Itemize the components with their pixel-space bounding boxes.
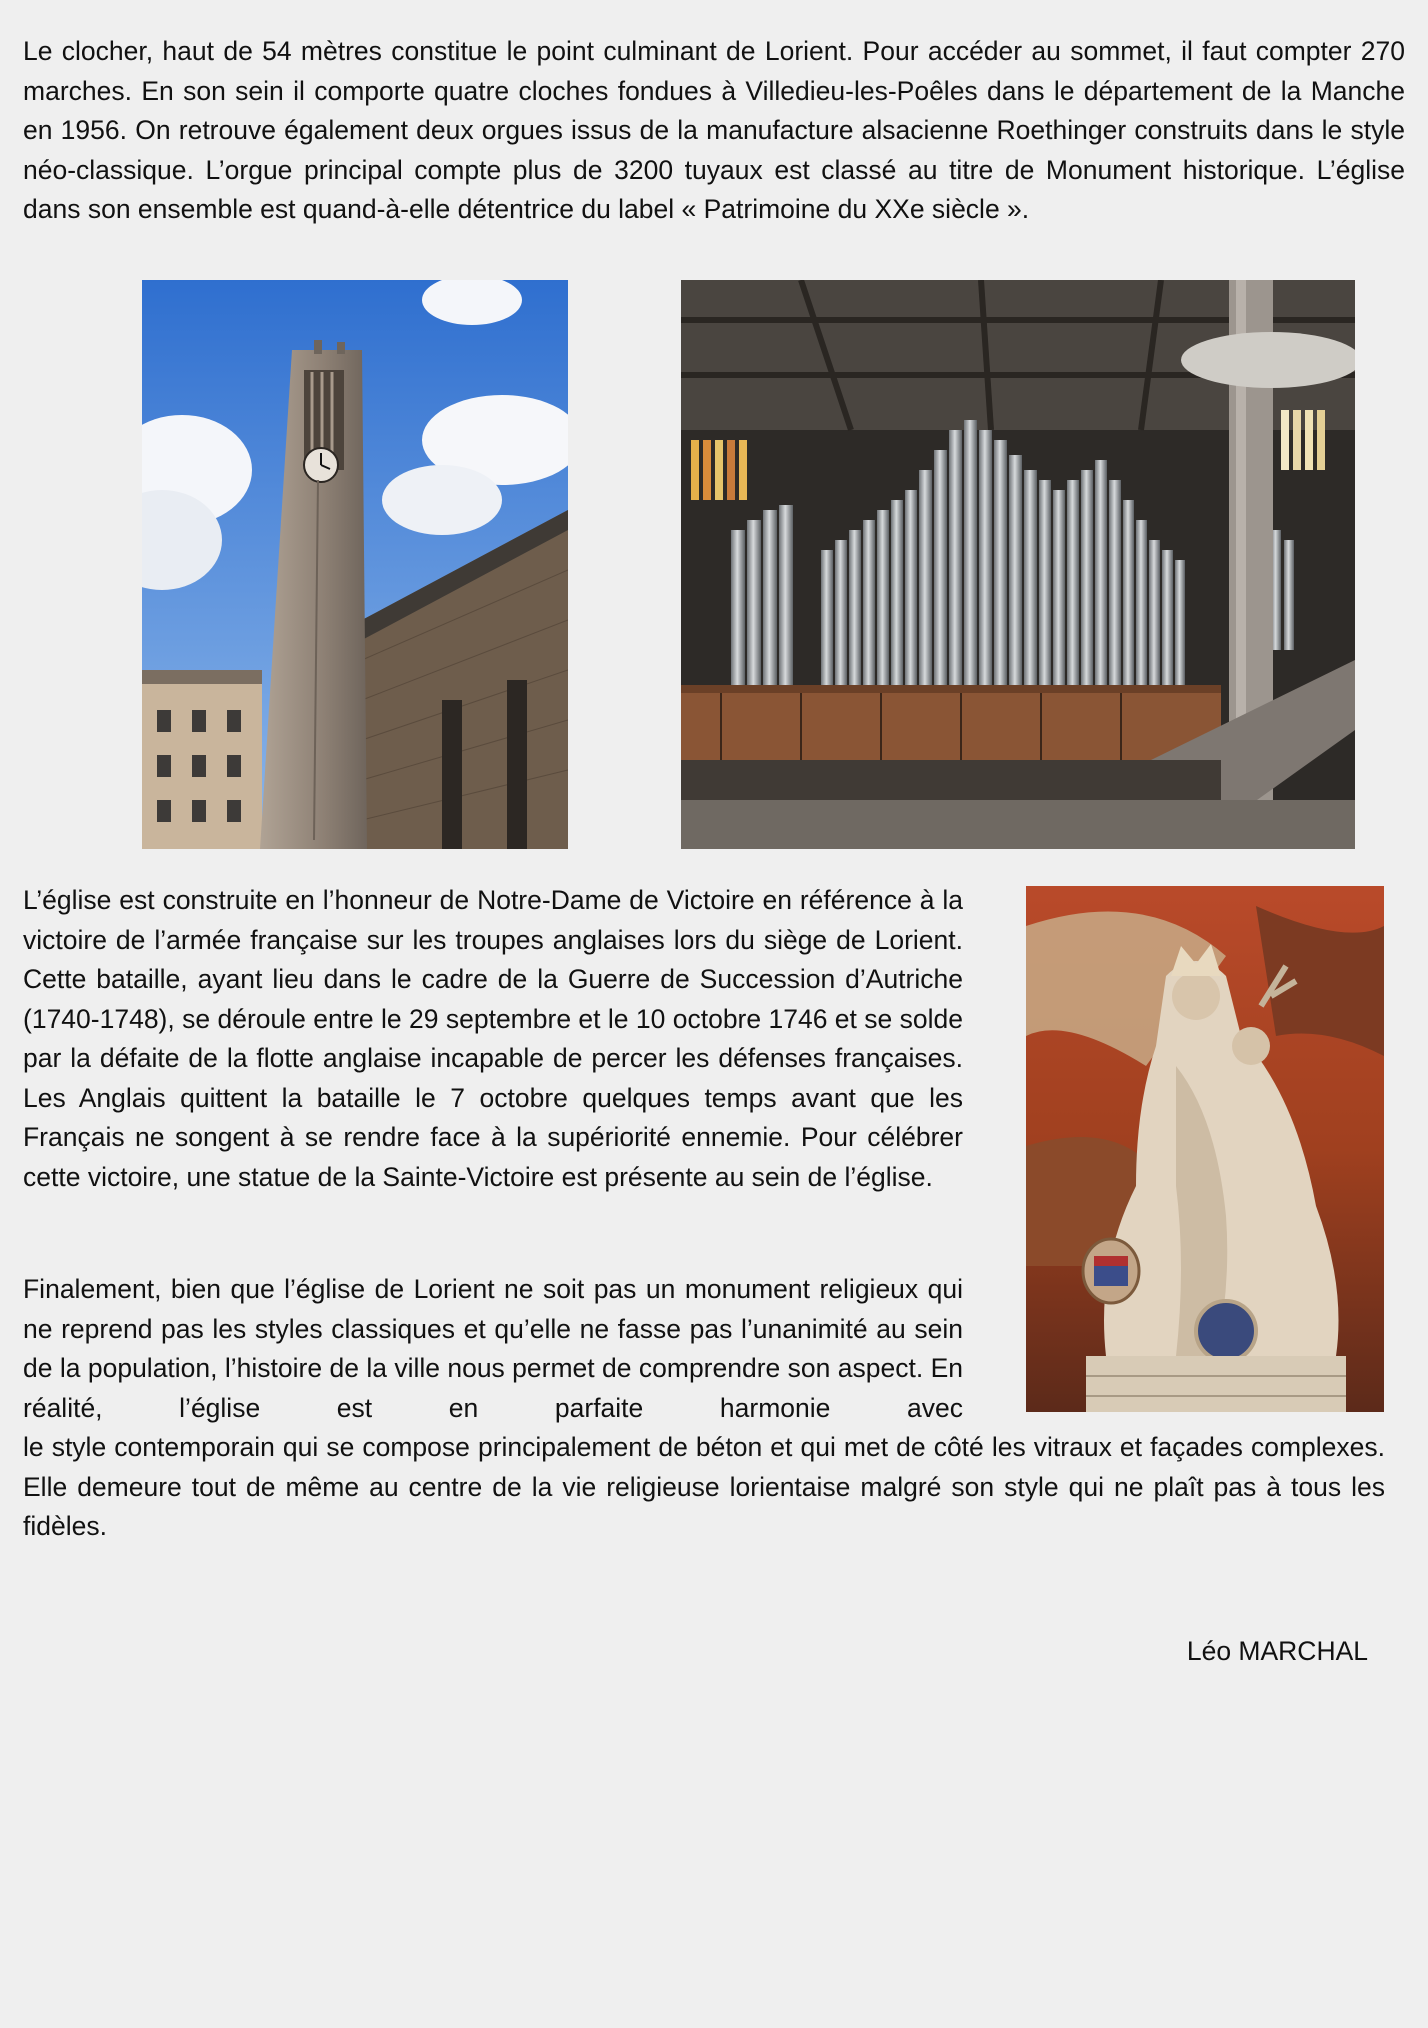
conclusion-paragraph-start: Finalement, bien que l’église de Lorient ne soit pas un monument religieux qui ne reprend pas les styles classiques et qu’elle ne fasse pas l’unanimité au sein de la population, l’histoire de la ville nous permet de comprendre son aspect. En réalité, l’église est en parfaite harmonie avec: [23, 1274, 963, 1423]
intro-paragraph: Le clocher, haut de 54 mètres constitue le point culminant de Lorient. Pour accéder au sommet, il faut compter 270 marches. En son sein il comporte quatre cloches fondues à Villedieu-les-Poêles dans le département de la Manche en 1956. On retrouve également deux orgues issus de la manufacture alsacienne Roethinger construits dans le style néo-classique. L’orgue principal compte plus de 3200 tuyaux est classé au titre de Monument historique. L’église dans son ensemble est quand-à-elle détentrice du label « Patrimoine du XXe siècle ».: [23, 36, 1405, 224]
conclusion-paragraph-end: le style contemporain qui se compose principalement de béton et qui met de côté les vitraux et façades complexes. Elle demeure tout de même au centre de la vie religieuse lorientaise malgré son style qui ne plaît pas à tous les fidèles.: [23, 1432, 1385, 1541]
statue-photo: [1026, 886, 1384, 1412]
pipe-organ-photo: [681, 280, 1355, 849]
bell-tower-photo: [142, 280, 568, 849]
history-paragraph: L’église est construite en l’honneur de Notre-Dame de Victoire en référence à la victoire de l’armée française sur les troupes anglaises lors du siège de Lorient. Cette bataille, ayant lieu dans le cadre de la Guerre de Succession d’Autriche (1740-1748), se déroule entre le 29 septembre et le 10 octobre 1746 et se solde par la défaite de la flotte anglaise incapable de percer les défenses françaises. Les Anglais quittent la bataille le 7 octobre quelques temps avant que les Français ne songent à se rendre face à la supériorité ennemie. Pour célébrer cette victoire, une statue de la Sainte-Victoire est présente au sein de l’église.: [23, 885, 963, 1192]
author-signature: Léo MARCHAL: [1186, 1636, 1368, 1666]
